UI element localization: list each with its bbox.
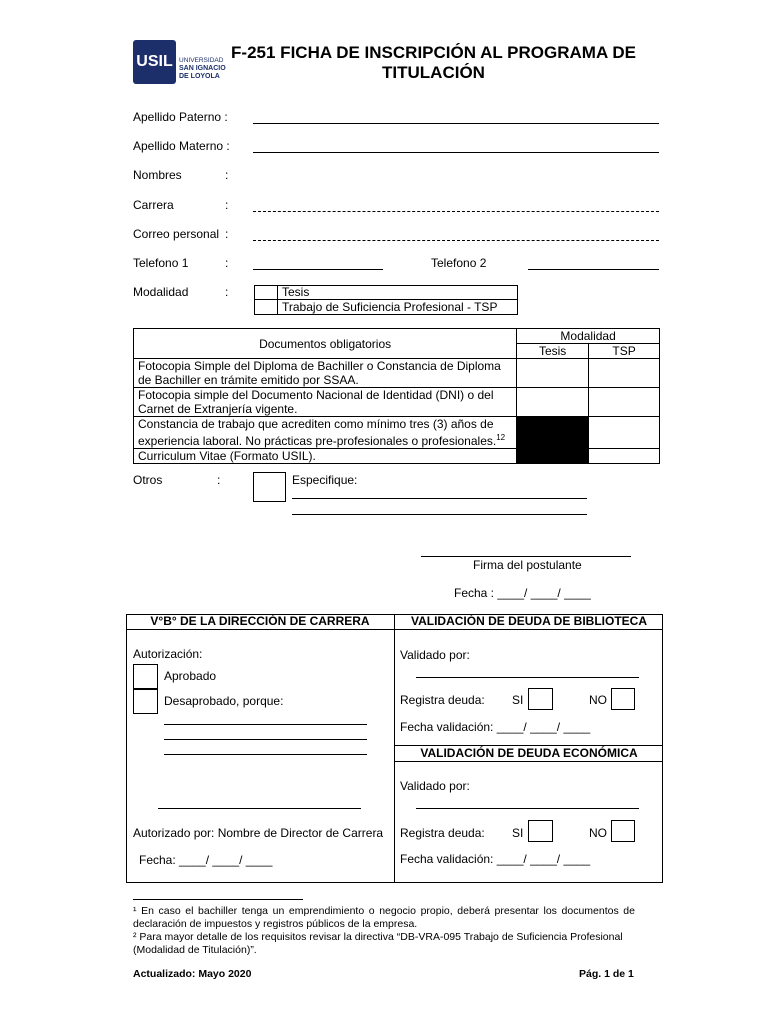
- apellido-materno-field[interactable]: [253, 152, 659, 153]
- usil-logo: USIL: [133, 40, 176, 84]
- autorizado-por-label: Autorizado por: Nombre de Director de Carrera: [133, 826, 384, 840]
- desaprobado-checkbox[interactable]: [133, 689, 158, 714]
- otros-checkbox[interactable]: [253, 472, 286, 502]
- tesis-cell[interactable]: [517, 388, 589, 417]
- modalidad-tsp-checkbox[interactable]: [254, 300, 277, 315]
- correo-label: Correo personal: [133, 227, 220, 241]
- economica-registra-label: Registra deuda:: [400, 826, 485, 840]
- carrera-colon: :: [225, 198, 229, 212]
- table-row: Constancia de trabajo que acrediten como mínimo tres (3) años de experiencia laboral. No prácticas pre-profesionales o profesionales.$^{12}$: [134, 417, 517, 449]
- logo-wordmark: UNIVERSIDAD SAN IGNACIO DE LOYOLA: [179, 57, 226, 80]
- economica-si-label: SI: [512, 826, 524, 840]
- modalidad-tesis-label: Tesis: [282, 285, 310, 299]
- biblioteca-fecha[interactable]: Fecha validación: ____/ ____/ ____: [400, 720, 591, 734]
- correo-field[interactable]: [253, 240, 659, 241]
- tesis-cell[interactable]: [517, 359, 589, 388]
- economica-validado-label: Validado por:: [400, 779, 470, 793]
- tesis-header: Tesis: [517, 344, 589, 359]
- tesis-cell-blocked: [517, 449, 589, 464]
- modalidad-tsp-label: Trabajo de Suficiencia Profesional - TSP: [282, 300, 498, 314]
- carrera-field[interactable]: [253, 211, 659, 212]
- form-title: F-251 FICHA DE INSCRIPCIÓN AL PROGRAMA DE TITULACIÓN: [231, 43, 636, 82]
- footnote-separator: [133, 899, 303, 900]
- tsp-header: TSP: [589, 344, 660, 359]
- autorizacion-label: Autorización:: [133, 647, 203, 661]
- biblioteca-no-label: NO: [589, 693, 607, 707]
- tsp-cell[interactable]: [589, 359, 660, 388]
- carrera-label: Carrera: [133, 198, 174, 212]
- especifique-label: Especifique:: [292, 473, 358, 487]
- biblioteca-heading: VALIDACIÓN DE DEUDA DE BIBLIOTECA: [395, 614, 663, 630]
- biblioteca-validado-label: Validado por:: [400, 648, 470, 662]
- apellido-paterno-field[interactable]: [253, 123, 659, 124]
- table-row: Fotocopia Simple del Diploma de Bachiller o Constancia de Diploma de Bachiller en trámite emitido por SSAA.: [134, 359, 517, 388]
- biblioteca-no-checkbox[interactable]: [611, 688, 635, 710]
- modalidad-colon: :: [225, 285, 229, 299]
- aprobado-checkbox[interactable]: [133, 664, 158, 689]
- biblioteca-registra-label: Registra deuda:: [400, 693, 485, 707]
- tsp-cell[interactable]: [589, 449, 660, 464]
- modalidad-label: Modalidad: [133, 285, 189, 299]
- director-firma-line[interactable]: [158, 808, 361, 809]
- footnote-2: ² Para mayor detalle de los requisitos revisar la directiva “DB-VRA-095 Trabajo de Suficiencia Profesional (Modalidad de Titulación)”.: [133, 931, 623, 956]
- nombres-colon: :: [225, 168, 229, 182]
- table-row: Fotocopia simple del Documento Nacional de Identidad (DNI) o del Carnet de Extranjería vigente.: [134, 388, 517, 417]
- documentos-header: Documentos obligatorios: [134, 329, 517, 359]
- telefono2-label: Telefono 2: [431, 256, 487, 270]
- economica-validado-line[interactable]: [416, 808, 639, 809]
- telefono2-field[interactable]: [528, 269, 659, 270]
- economica-si-checkbox[interactable]: [528, 820, 553, 842]
- direccion-fecha[interactable]: Fecha: ____/ ____/ ____: [139, 853, 273, 867]
- aprobado-label: Aprobado: [164, 669, 217, 683]
- correo-colon: :: [225, 227, 229, 241]
- economica-no-label: NO: [589, 826, 607, 840]
- modalidad-header: Modalidad: [517, 329, 660, 344]
- motivo-line[interactable]: [164, 754, 367, 755]
- desaprobado-label: Desaprobado, porque:: [164, 694, 284, 708]
- economica-heading: VALIDACIÓN DE DEUDA ECONÓMICA: [395, 746, 663, 762]
- page-number: Pág. 1 de 1: [579, 968, 634, 980]
- economica-fecha[interactable]: Fecha validación: ____/ ____/ ____: [400, 852, 591, 866]
- footnote-1: ¹ En caso el bachiller tenga un emprendimiento o negocio propio, deberá presentar los documentos de declaración de impuestos y registros públicos de la empresa.: [133, 905, 635, 930]
- biblioteca-validado-line[interactable]: [416, 677, 639, 678]
- biblioteca-si-label: SI: [512, 693, 524, 707]
- biblioteca-si-checkbox[interactable]: [528, 688, 553, 710]
- telefono1-colon: :: [225, 256, 229, 270]
- apellido-paterno-label: Apellido Paterno :: [133, 110, 228, 124]
- modalidad-tesis-checkbox[interactable]: [254, 285, 277, 299]
- otros-colon: :: [217, 473, 221, 487]
- telefono1-label: Telefono 1: [133, 256, 189, 270]
- tesis-cell-blocked: [517, 417, 589, 449]
- firma-label: Firma del postulante: [473, 558, 582, 572]
- telefono1-field[interactable]: [253, 269, 383, 270]
- nombres-label: Nombres: [133, 168, 182, 182]
- documentos-table: [133, 328, 660, 464]
- tsp-cell[interactable]: [589, 388, 660, 417]
- direccion-heading: V°B° DE LA DIRECCIÓN DE CARRERA: [126, 614, 394, 630]
- updated-date: Actualizado: Mayo 2020: [133, 968, 252, 980]
- otros-label: Otros: [133, 473, 163, 487]
- table-row: Curriculum Vitae (Formato USIL).: [134, 449, 517, 464]
- tsp-cell[interactable]: [589, 417, 660, 449]
- fecha-postulante[interactable]: Fecha : ____/ ____/ ____: [454, 586, 591, 600]
- apellido-materno-label: Apellido Materno :: [133, 139, 230, 153]
- firma-line[interactable]: [421, 556, 631, 557]
- especifique-field-2[interactable]: [292, 514, 587, 515]
- motivo-line[interactable]: [164, 724, 367, 725]
- motivo-line[interactable]: [164, 739, 367, 740]
- economica-no-checkbox[interactable]: [611, 820, 635, 842]
- especifique-field[interactable]: [292, 498, 587, 499]
